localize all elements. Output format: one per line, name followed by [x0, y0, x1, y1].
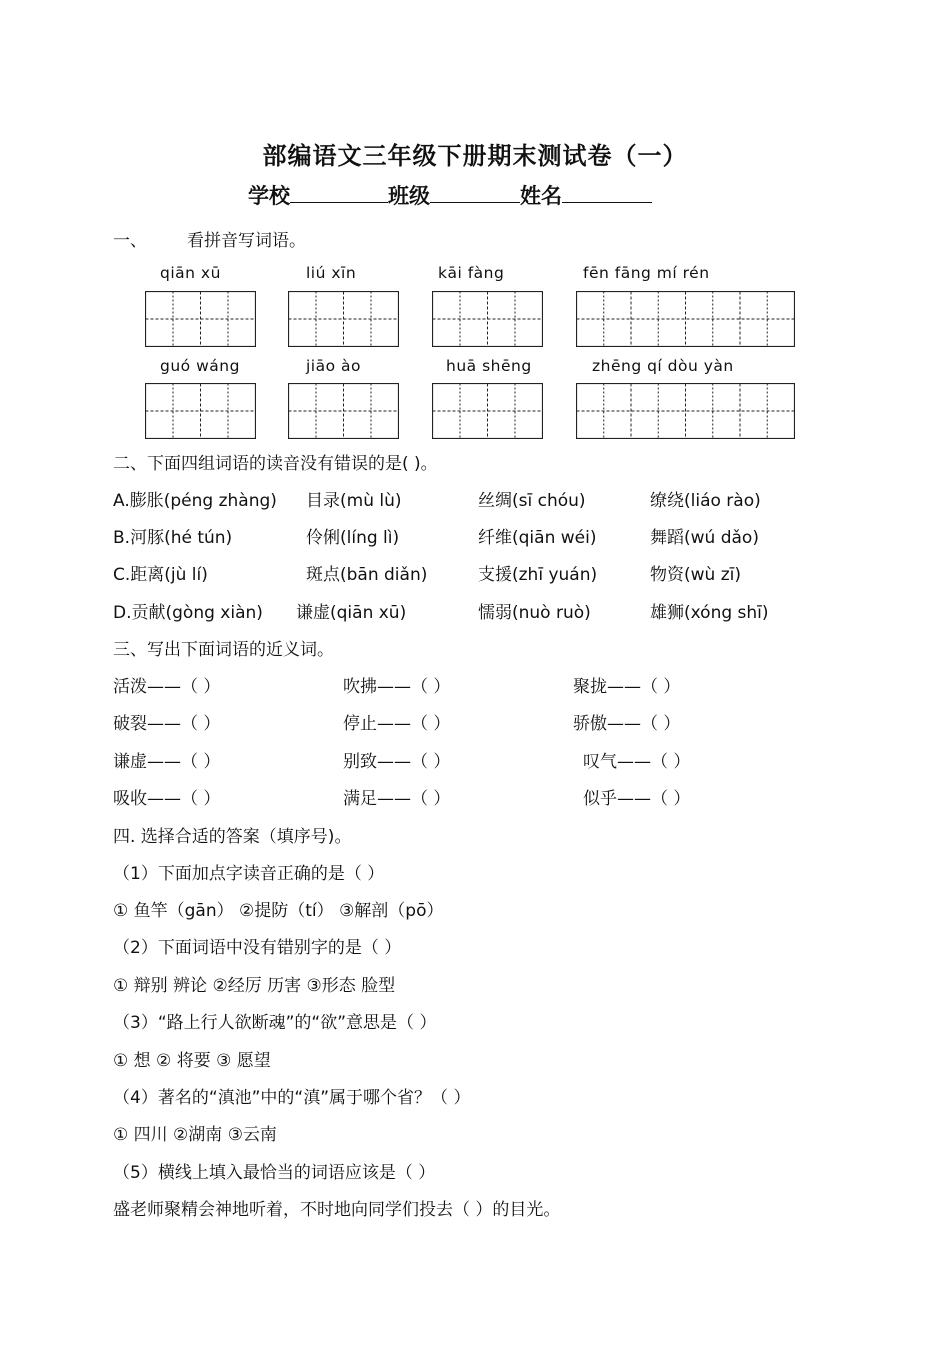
name-label: 姓名	[520, 184, 562, 208]
tianzige-grid-5[interactable]	[145, 383, 256, 439]
s4-q4-options: ① 四川 ②湖南 ③云南	[113, 1125, 277, 1145]
tianzige-grid-4[interactable]	[576, 291, 795, 347]
tianzige-grid-1[interactable]	[145, 291, 256, 347]
section2-heading: 二、下面四组词语的读音没有错误的是( )。	[113, 454, 438, 474]
info-line	[248, 180, 652, 210]
s3-r1-1: 活泼——（ ）	[113, 677, 221, 697]
school-label: 学校	[248, 184, 290, 208]
tianzige-grid-6[interactable]	[288, 383, 399, 439]
tianzige-grid-3[interactable]	[432, 291, 543, 347]
page-title: 部编语文三年级下册期末测试卷（一）	[262, 142, 688, 170]
s2-a-2: 目录(mù lù)	[306, 491, 402, 511]
pinyin-2: liú xīn	[306, 264, 357, 282]
s4-q3-options: ① 想 ② 将要 ③ 愿望	[113, 1051, 271, 1071]
s3-r2-3: 骄傲——（ ）	[573, 714, 681, 734]
s2-b-2: 伶俐(líng lì)	[306, 528, 400, 548]
s4-q5: （5）横线上填入最恰当的词语应该是（ ）	[113, 1163, 436, 1183]
s4-q2: （2）下面词语中没有错别字的是（ ）	[113, 938, 402, 958]
s4-q1-options: ① 鱼竿（gān） ②提防（tí） ③解剖（pō）	[113, 901, 444, 921]
tianzige-grid-7[interactable]	[432, 383, 543, 439]
s2-a-3: 丝绸(sī chóu)	[478, 491, 586, 511]
s4-q3: （3）“路上行人欲断魂”的“欲”意思是（ ）	[113, 1013, 437, 1033]
s2-a-1: A.膨胀(péng zhàng)	[113, 491, 277, 511]
section3-heading: 三、写出下面词语的近义词。	[113, 640, 334, 660]
s3-r3-1: 谦虚——（ ）	[113, 752, 221, 772]
s2-c-3: 支援(zhī yuán)	[478, 565, 598, 585]
s2-c-1: C.距离(jù lí)	[113, 565, 208, 585]
class-blank[interactable]	[430, 182, 520, 203]
s2-c-4: 物资(wù zī)	[650, 565, 741, 585]
s2-d-2: 谦虚(qiān xū)	[296, 603, 407, 623]
s3-r4-1: 吸收——（ ）	[113, 789, 221, 809]
pinyin-4: fēn fāng mí rén	[583, 264, 710, 282]
pinyin-5: guó wáng	[160, 357, 240, 375]
s4-q5-sentence: 盛老师聚精会神地听着，不时地向同学们投去（ ）的目光。	[113, 1200, 561, 1220]
s3-r1-2: 吹拂——（ ）	[343, 677, 451, 697]
s3-r3-3: 叹气——（ ）	[583, 752, 691, 772]
s3-r3-2: 别致——（ ）	[343, 752, 451, 772]
s2-a-4: 缭绕(liáo rào)	[650, 491, 761, 511]
pinyin-8: zhēng qí dòu yàn	[592, 357, 734, 375]
s3-r2-1: 破裂——（ ）	[113, 714, 221, 734]
name-blank[interactable]	[562, 182, 652, 203]
pinyin-1: qiān xū	[160, 264, 221, 282]
s2-b-4: 舞蹈(wú dǎo)	[650, 528, 759, 548]
section1-heading	[113, 226, 306, 251]
s3-r4-2: 满足——（ ）	[343, 789, 451, 809]
s3-r4-3: 似乎——（ ）	[583, 789, 691, 809]
s2-d-1: D.贡献(gòng xiàn)	[113, 603, 263, 623]
pinyin-3: kāi fàng	[438, 264, 505, 282]
s2-c-2: 斑点(bān diǎn)	[306, 565, 428, 585]
section1-number: 一、	[113, 231, 147, 251]
section4-heading: 四. 选择合适的答案（填序号)。	[113, 827, 352, 847]
school-blank[interactable]	[290, 182, 388, 203]
s2-b-3: 纤维(qiān wéi)	[478, 528, 597, 548]
s2-b-1: B.河豚(hé tún)	[113, 528, 233, 548]
s3-r2-2: 停止——（ ）	[343, 714, 451, 734]
section1-title: 看拼音写词语。	[187, 231, 306, 251]
s4-q2-options: ① 辩别 辨论 ②经厉 历害 ③形态 脸型	[113, 976, 396, 996]
s2-d-4: 雄狮(xóng shī)	[650, 603, 769, 623]
tianzige-grid-8[interactable]	[576, 383, 795, 439]
s4-q4: （4）著名的“滇池”中的“滇”属于哪个省？（ ）	[113, 1088, 471, 1108]
tianzige-grid-2[interactable]	[288, 291, 399, 347]
s3-r1-3: 聚拢——（ ）	[573, 677, 681, 697]
pinyin-6: jiāo ào	[306, 357, 362, 375]
class-label: 班级	[388, 184, 430, 208]
pinyin-7: huā shēng	[446, 357, 532, 375]
s4-q1: （1）下面加点字读音正确的是（ ）	[113, 864, 385, 884]
s2-d-3: 懦弱(nuò ruò)	[478, 603, 591, 623]
